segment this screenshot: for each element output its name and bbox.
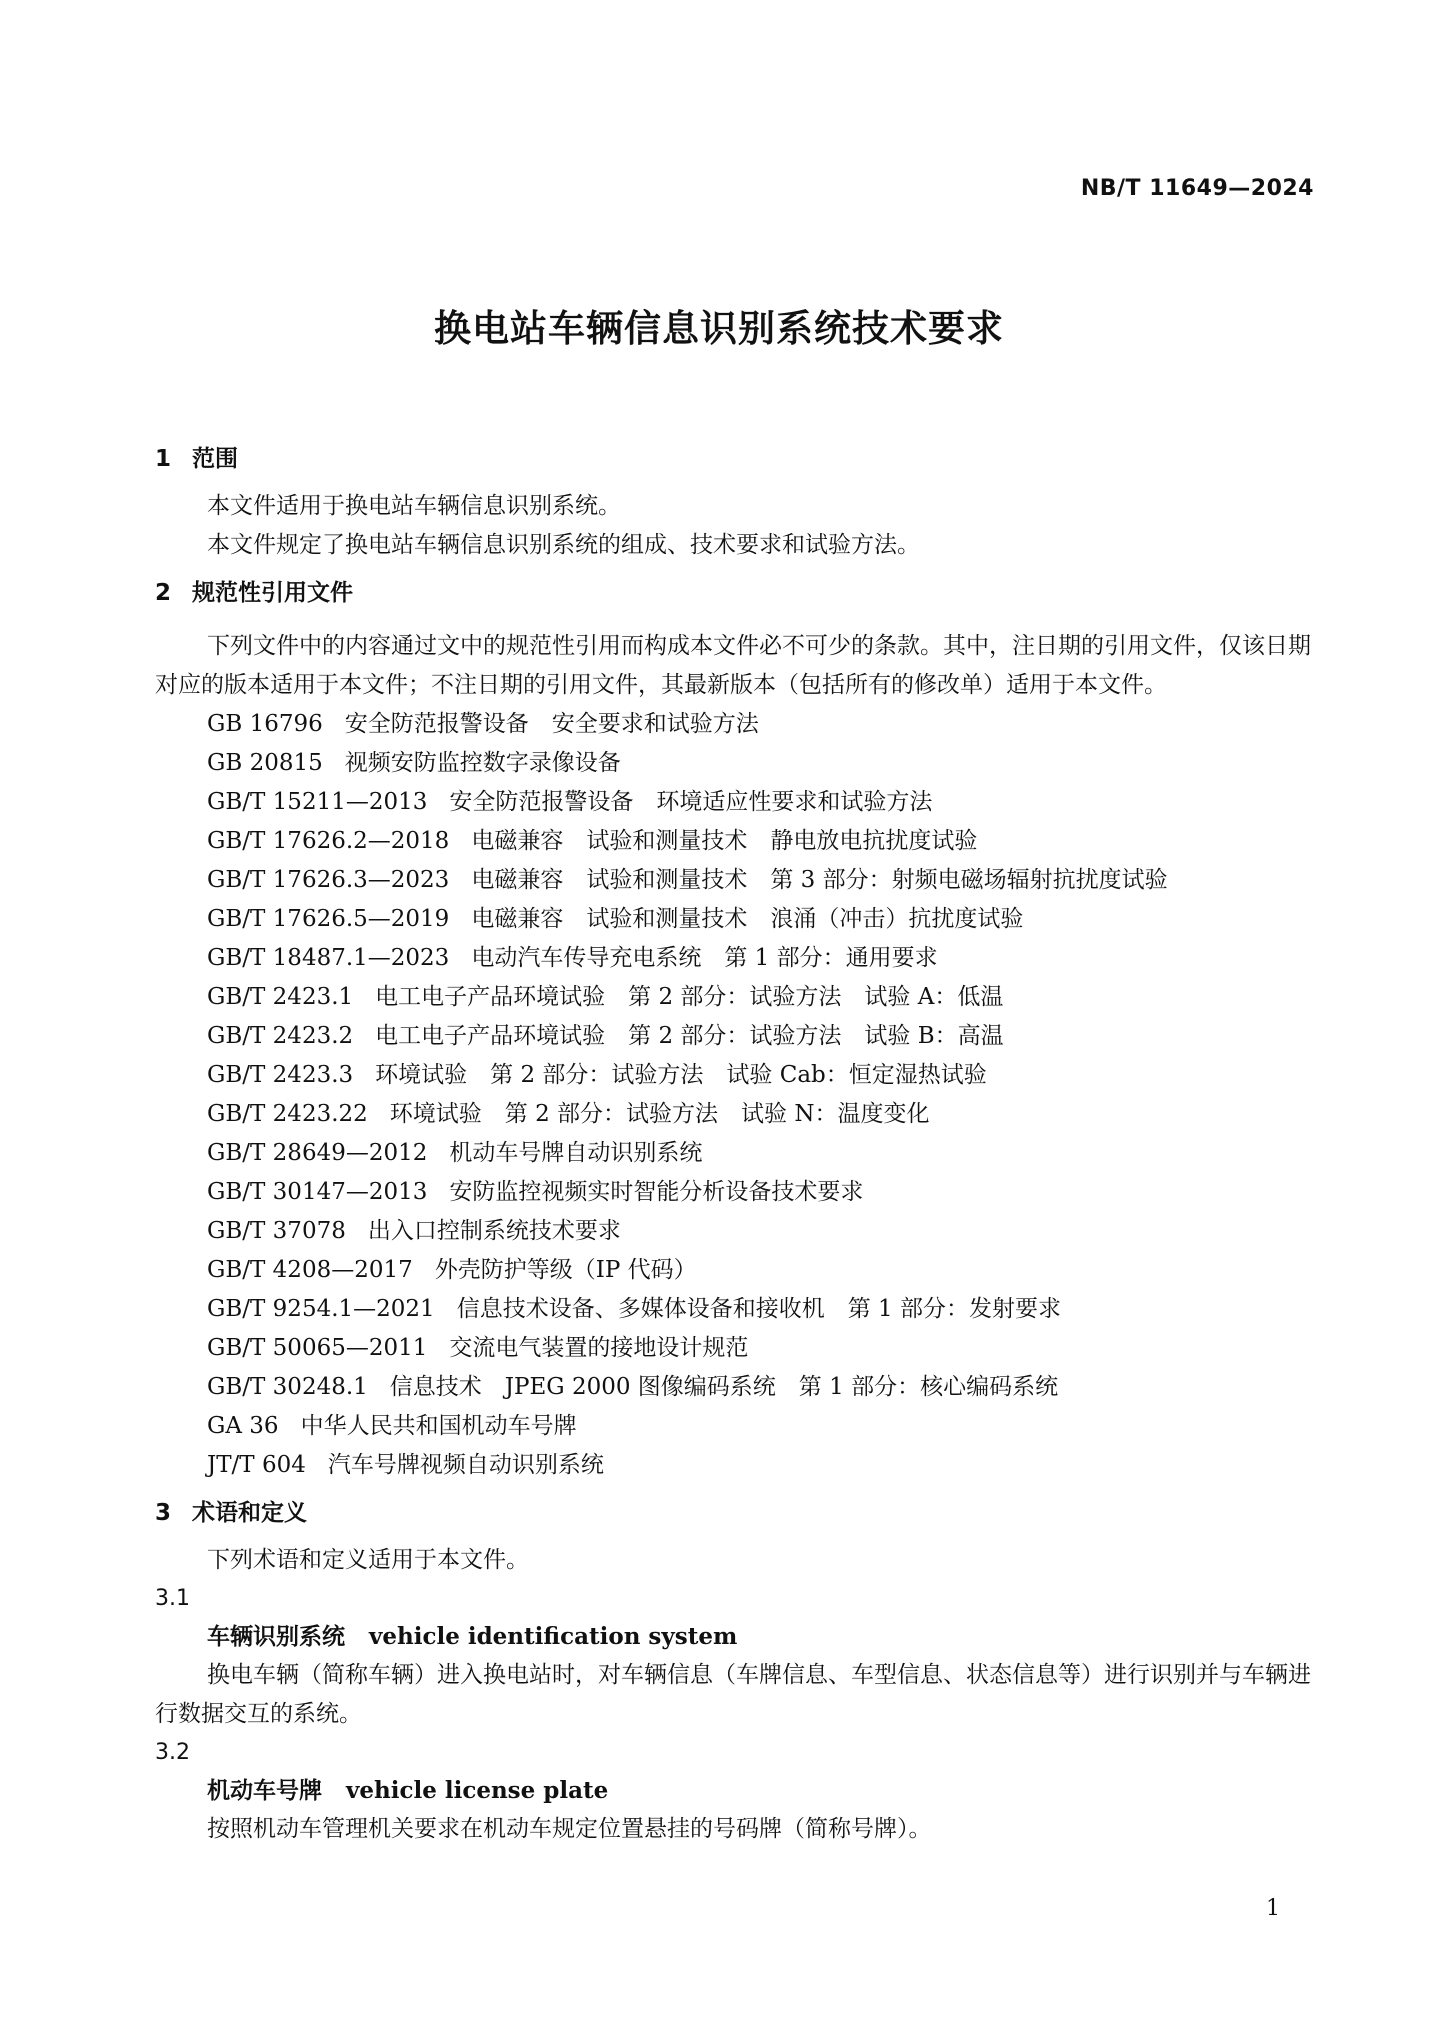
reference-list — [155, 705, 1313, 1485]
reference-code: GB 16796 — [207, 711, 323, 737]
reference-title: 视频安防监控数字录像设备 — [344, 750, 621, 776]
term-definition: 换电车辆（简称车辆）进入换电站时，对车辆信息（车牌信息、车型信息、状态信息等）进行识别并与车辆进行数据交互的系统。 — [155, 1662, 1311, 1727]
reference-code: GB/T 17626.3—2023 — [207, 867, 450, 893]
section-title: 规范性引用文件 — [192, 580, 353, 606]
section-heading-scope — [155, 441, 1313, 477]
reference-title: 中华人民共和国机动车号牌 — [300, 1413, 577, 1439]
reference-title: 电磁兼容 试验和测量技术 浪涌（冲击）抗扰度试验 — [471, 906, 1024, 932]
reference-title: 机动车号牌自动识别系统 — [449, 1140, 703, 1166]
reference-code: GB/T 37078 — [207, 1218, 346, 1244]
section-heading-normative-references — [155, 575, 1313, 611]
reference-title: 安防监控视频实时智能分析设备技术要求 — [449, 1179, 864, 1205]
reference-title: 电工电子产品环境试验 第 2 部分：试验方法 试验 A：低温 — [375, 984, 1004, 1010]
reference-code: GB/T 50065—2011 — [207, 1335, 428, 1361]
scope-paragraph: 本文件适用于换电站车辆信息识别系统。 — [207, 493, 621, 519]
term-definition: 按照机动车管理机关要求在机动车规定位置悬挂的号码牌（简称号牌）。 — [207, 1816, 932, 1842]
reference-code: GB/T 17626.2—2018 — [207, 828, 450, 854]
reference-title: 电动汽车传导充电系统 第 1 部分：通用要求 — [471, 945, 938, 971]
document-title: 换电站车辆信息识别系统技术要求 — [434, 307, 1004, 350]
section-number: 3 — [155, 1500, 172, 1526]
references-intro: 下列文件中的内容通过文中的规范性引用而构成本文件必不可少的条款。其中，注日期的引用文件，仅该日期对应的版本适用于本文件；不注日期的引用文件，其最新版本（包括所有的修改单）适用于本文件。 — [155, 633, 1311, 698]
reference-title: 电磁兼容 试验和测量技术 静电放电抗扰度试验 — [471, 828, 978, 854]
reference-code: GB/T 17626.5—2019 — [207, 906, 450, 932]
reference-code: GB/T 2423.2 — [207, 1023, 354, 1049]
section-title: 术语和定义 — [192, 1500, 307, 1526]
reference-item — [155, 1173, 1313, 1212]
section-number: 2 — [155, 580, 172, 606]
reference-item — [155, 1056, 1313, 1095]
reference-title: 环境试验 第 2 部分：试验方法 试验 N：温度变化 — [389, 1101, 930, 1127]
reference-item — [155, 744, 1313, 783]
section-title: 范围 — [192, 446, 238, 472]
reference-item — [155, 705, 1313, 744]
reference-code: GB/T 30147—2013 — [207, 1179, 428, 1205]
reference-item — [155, 1251, 1313, 1290]
term-number: 3.2 — [155, 1740, 190, 1765]
reference-title: 出入口控制系统技术要求 — [367, 1218, 621, 1244]
reference-item — [155, 939, 1313, 978]
reference-title: 外壳防护等级（IP 代码） — [434, 1257, 697, 1283]
reference-code: GB 20815 — [207, 750, 323, 776]
reference-code: GB/T 2423.22 — [207, 1101, 368, 1127]
reference-item — [155, 1212, 1313, 1251]
reference-code: GB/T 30248.1 — [207, 1374, 368, 1400]
reference-code: GB/T 9254.1—2021 — [207, 1296, 435, 1322]
reference-code: GA 36 — [207, 1413, 279, 1439]
reference-item — [155, 1446, 1313, 1485]
reference-item — [155, 783, 1313, 822]
reference-item — [155, 861, 1313, 900]
term-entry — [155, 1772, 1313, 1810]
reference-title: 信息技术设备、多媒体设备和接收机 第 1 部分：发射要求 — [456, 1296, 1061, 1322]
reference-code: GB/T 4208—2017 — [207, 1257, 413, 1283]
reference-title: 信息技术 JPEG 2000 图像编码系统 第 1 部分：核心编码系统 — [389, 1374, 1059, 1400]
reference-code: GB/T 28649—2012 — [207, 1140, 428, 1166]
reference-item — [155, 1368, 1313, 1407]
reference-title: 环境试验 第 2 部分：试验方法 试验 Cab：恒定湿热试验 — [375, 1062, 987, 1088]
terms-intro: 下列术语和定义适用于本文件。 — [207, 1547, 529, 1573]
reference-title: 安全防范报警设备 环境适应性要求和试验方法 — [449, 789, 933, 815]
reference-code: GB/T 2423.3 — [207, 1062, 354, 1088]
reference-title: 汽车号牌视频自动识别系统 — [327, 1452, 604, 1478]
reference-code: GB/T 18487.1—2023 — [207, 945, 450, 971]
reference-title: 电磁兼容 试验和测量技术 第 3 部分：射频电磁场辐射抗扰度试验 — [471, 867, 1168, 893]
reference-code: GB/T 15211—2013 — [207, 789, 428, 815]
reference-item — [155, 1095, 1313, 1134]
reference-item — [155, 1017, 1313, 1056]
reference-code: GB/T 2423.1 — [207, 984, 354, 1010]
term-zh: 机动车号牌 — [207, 1778, 322, 1804]
term-entry — [155, 1618, 1313, 1656]
scope-paragraph: 本文件规定了换电站车辆信息识别系统的组成、技术要求和试验方法。 — [207, 532, 920, 558]
reference-title: 安全防范报警设备 安全要求和试验方法 — [344, 711, 759, 737]
document-number: NB/T 11649—2024 — [1080, 176, 1314, 201]
page-number: 1 — [1266, 1896, 1280, 1921]
reference-item — [155, 1329, 1313, 1368]
document-body — [155, 441, 1313, 1849]
reference-item — [155, 1407, 1313, 1446]
reference-item — [155, 1290, 1313, 1329]
term-en: vehicle license plate — [346, 1777, 609, 1804]
reference-title: 电工电子产品环境试验 第 2 部分：试验方法 试验 B：高温 — [375, 1023, 1004, 1049]
section-heading-terms — [155, 1495, 1313, 1531]
reference-item — [155, 1134, 1313, 1173]
reference-code: JT/T 604 — [207, 1452, 306, 1478]
reference-title: 交流电气装置的接地设计规范 — [449, 1335, 749, 1361]
term-zh: 车辆识别系统 — [207, 1624, 345, 1650]
section-number: 1 — [155, 446, 172, 472]
reference-item — [155, 978, 1313, 1017]
term-number: 3.1 — [155, 1586, 190, 1611]
reference-item — [155, 900, 1313, 939]
reference-item — [155, 822, 1313, 861]
term-en: vehicle identification system — [369, 1623, 738, 1650]
